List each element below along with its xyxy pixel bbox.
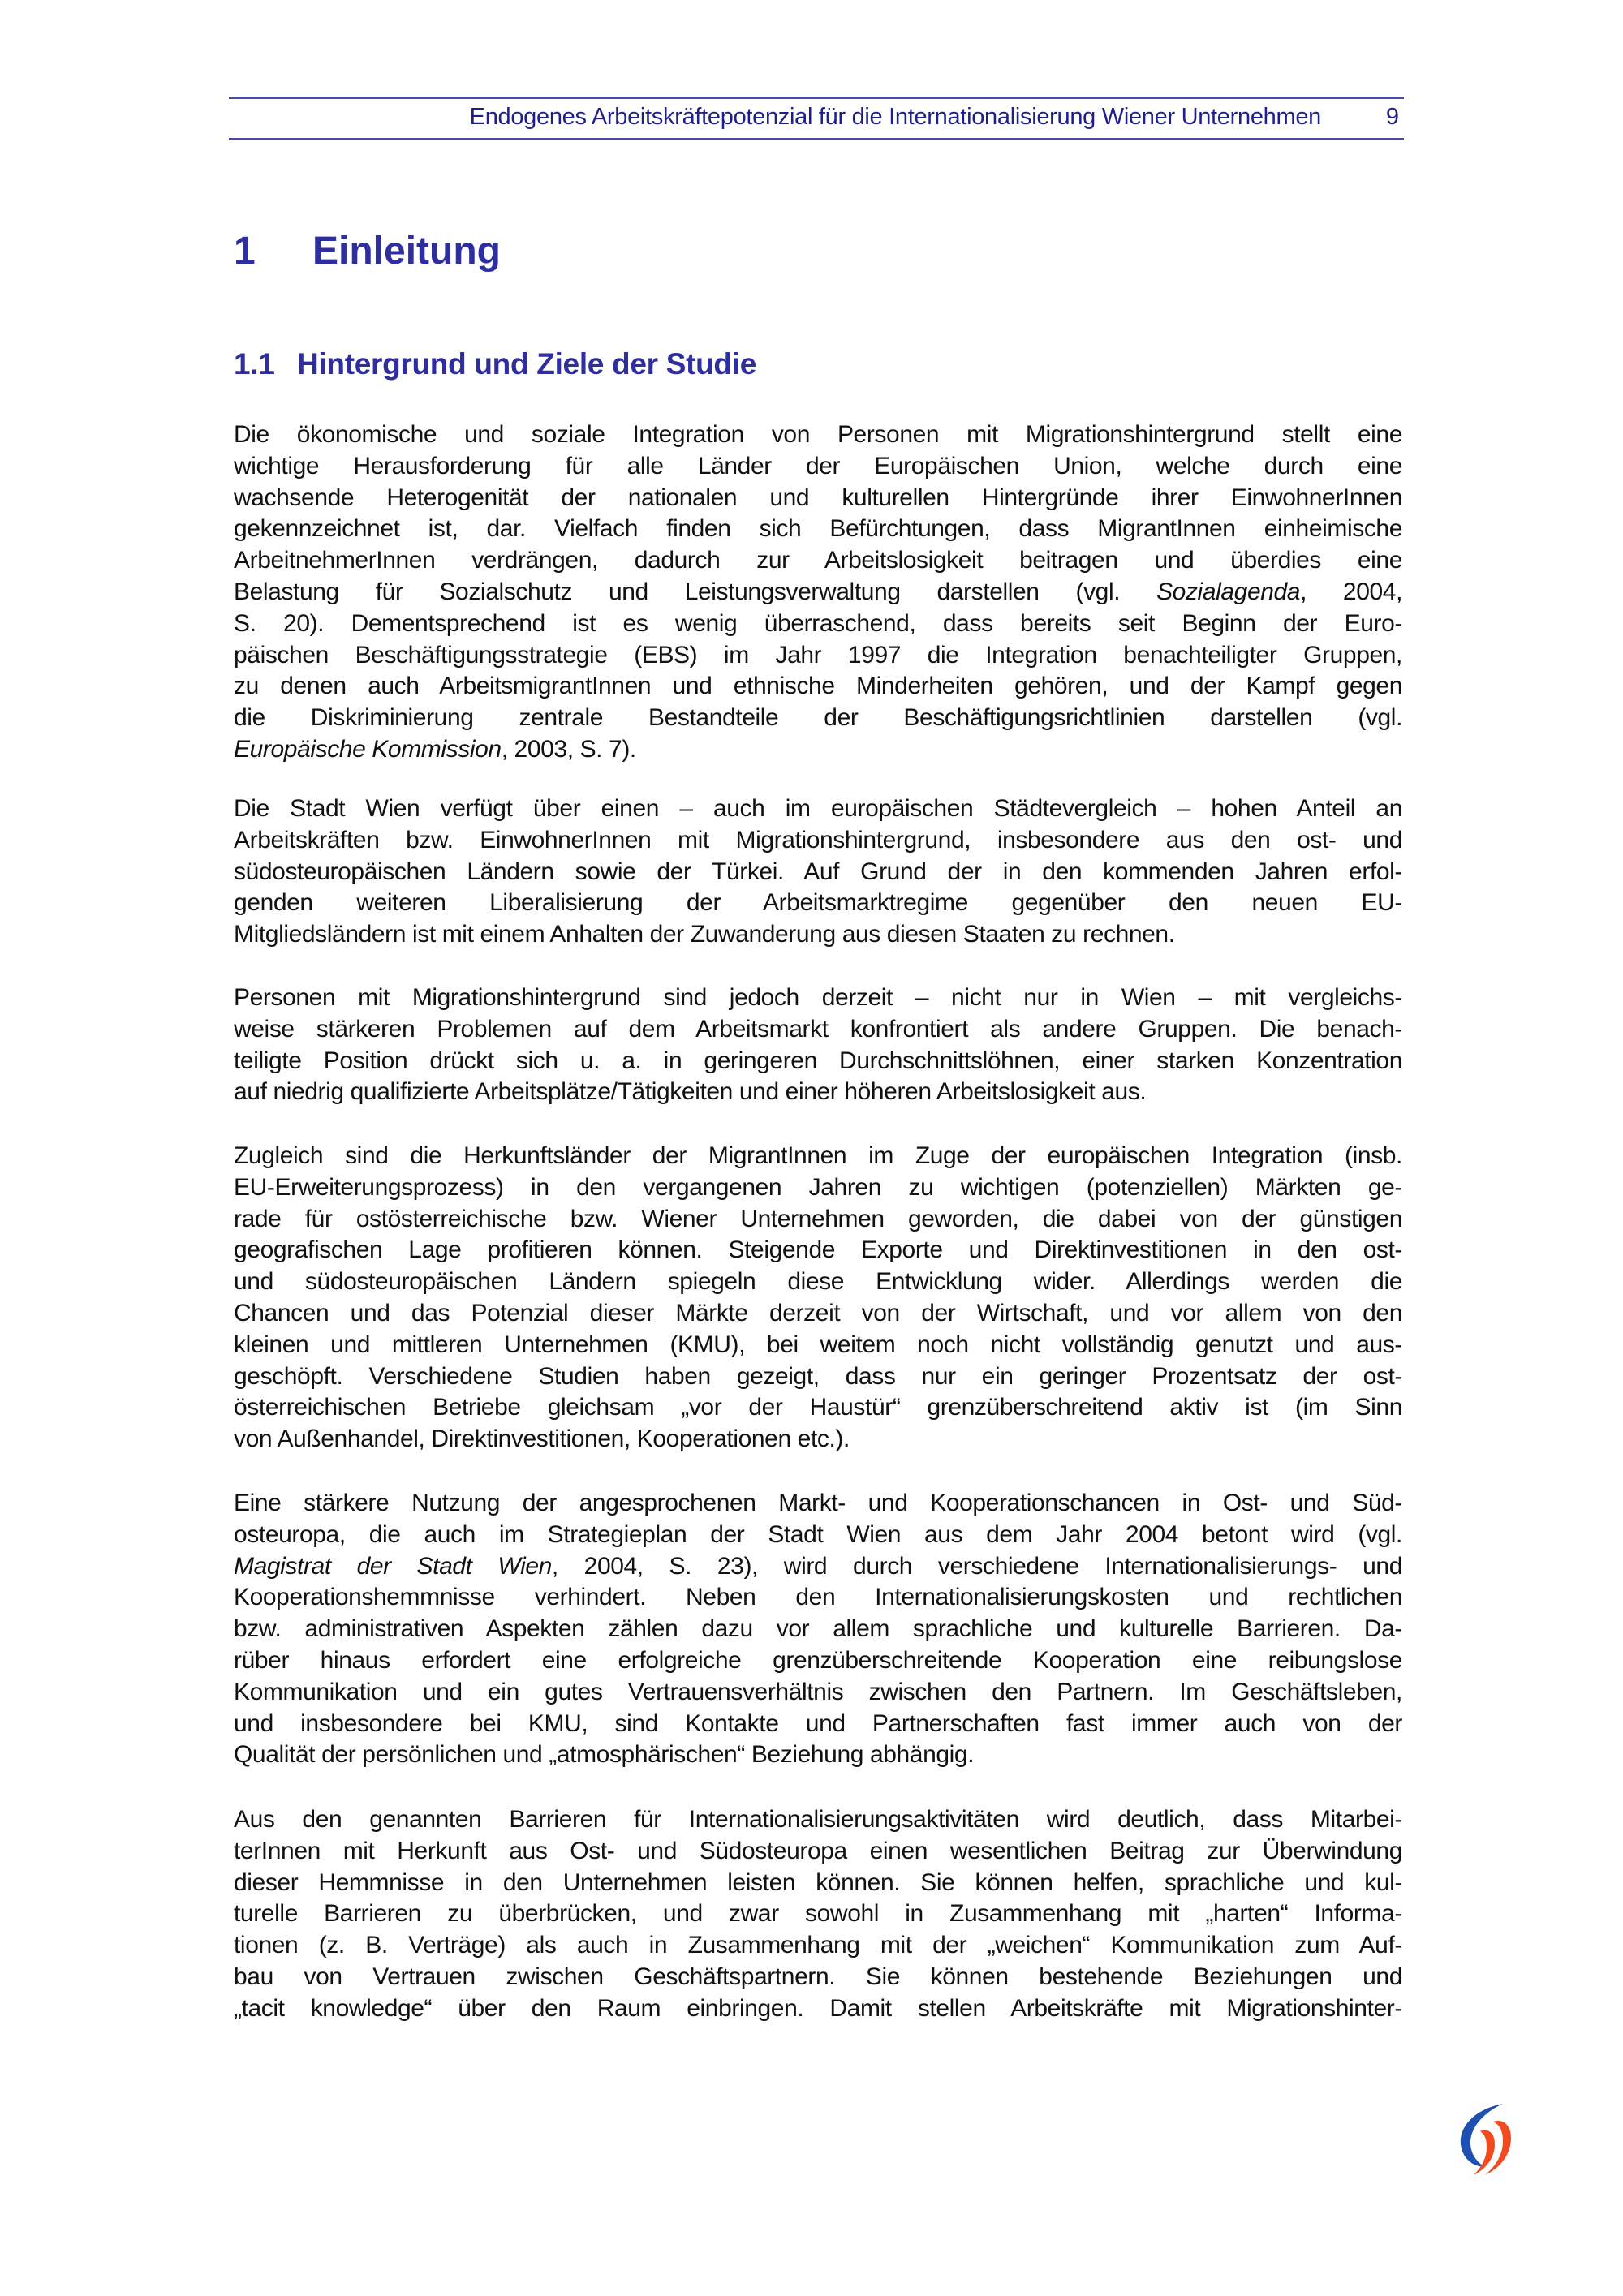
text-line: S. 20). Dementsprechend ist es wenig überraschend, dass bereits seit Beginn der Euro- [234, 609, 1402, 637]
running-header [229, 97, 1404, 140]
text-line: kleinen und mittleren Unternehmen (KMU), bei weitem noch nicht vollständig genutzt und aus- [234, 1331, 1402, 1358]
text-line: österreichischen Betriebe gleichsam „vor der Haustür“ grenzüberschreitend aktiv ist (im Sinn [234, 1394, 1402, 1421]
citation-author: Sozialagenda [1156, 578, 1301, 605]
logo-blue-arc [1461, 2104, 1503, 2167]
text-line: bau von Vertrauen zwischen Geschäftspartnern. Sie können bestehende Beziehungen und [234, 1963, 1402, 1990]
publisher-logo [1453, 2097, 1526, 2178]
logo-orange-stroke-1 [1474, 2130, 1495, 2175]
paragraph [234, 982, 1402, 1108]
text-line: Die ökonomische und soziale Integration von Personen mit Migrationshintergrund stellt eine [234, 421, 1402, 448]
text-line: tionen (z. B. Verträge) als auch in Zusammenhang mit der „weichen“ Kommunikation zum Auf- [234, 1932, 1402, 1959]
text-line: bzw. administrativen Aspekten zählen dazu vor allem sprachliche und kulturelle Barrieren. Da- [234, 1615, 1402, 1643]
paragraph [234, 1488, 1402, 1771]
text-line: Aus den genannten Barrieren für Internationalisierungsaktivitäten wird deutlich, dass Mitarbei- [234, 1806, 1402, 1833]
paragraph [234, 1804, 1402, 2025]
text-line: Mitgliedsländern ist mit einem Anhalten der Zuwanderung aus diesen Staaten zu rechnen. [234, 921, 1175, 948]
running-header-title: Endogenes Arbeitskräftepotenzial für die Internationalisierung Wiener Unternehmen [469, 104, 1321, 130]
text-line: osteuropa, die auch im Strategieplan der Stadt Wien aus dem Jahr 2004 betont wird (vgl. [234, 1520, 1402, 1548]
text-line: geografischen Lage profitieren können. Steigende Exporte und Direktinvestitionen in den ost- [234, 1236, 1402, 1264]
text-line: Belastung für Sozialschutz und Leistungsverwaltung darstellen (vgl. Sozialagenda, 2004, [234, 578, 1402, 605]
text-line: gekennzeichnet ist, dar. Vielfach finden sich Befürchtungen, dass MigrantInnen einheimische [234, 515, 1402, 543]
text-line: und südosteuropäischen Ländern spiegeln diese Entwicklung wider. Allerdings werden die [234, 1268, 1402, 1296]
text-line: südosteuropäischen Ländern sowie der Türkei. Auf Grund der in den kommenden Jahren erfol- [234, 858, 1402, 885]
text-line: Kooperationshemmnisse verhindert. Neben den Internationalisierungskosten und rechtlichen [234, 1584, 1402, 1611]
text-line: Qualität der persönlichen und „atmosphärischen“ Beziehung abhängig. [234, 1741, 975, 1769]
text-line: turelle Barrieren zu überbrücken, und zwar sowohl in Zusammenhang mit „harten“ Informa- [234, 1900, 1402, 1928]
text-line: Eine stärkere Nutzung der angesprochenen Markt- und Kooperationschancen in Ost- und Süd- [234, 1490, 1402, 1516]
page-number: 9 [1385, 104, 1399, 130]
text-line: Die Stadt Wien verfügt über einen – auch im europäischen Städtevergleich – hohen Anteil an [234, 795, 1402, 822]
chapter-title: Einleitung [312, 230, 501, 273]
text-line: Magistrat der Stadt Wien, 2004, S. 23), wird durch verschiedene Internationalisierungs- und [234, 1552, 1402, 1580]
citation-author: Europäische Kommission [234, 735, 502, 763]
text-line: geschöpft. Verschiedene Studien haben gezeigt, dass nur ein geringer Prozentsatz der ost- [234, 1362, 1402, 1390]
chapter-heading [234, 229, 501, 273]
text-line: dieser Hemmnisse in den Unternehmen leisten können. Sie können helfen, sprachliche und kul- [234, 1868, 1402, 1896]
text-line: und insbesondere bei KMU, sind Kontakte und Partnerschaften fast immer auch von der [234, 1709, 1402, 1737]
text-line: EU-Erweiterungsprozess) in den vergangenen Jahren zu wichtigen (potenziellen) Märkten ge- [234, 1173, 1402, 1201]
text-line: zu denen auch ArbeitsmigrantInnen und ethnische Minderheiten gehören, und der Kampf gegen [234, 673, 1402, 700]
text-line: ArbeitnehmerInnen verdrängen, dadurch zur Arbeitslosigkeit beitragen und überdies eine [234, 547, 1402, 574]
text-line: päischen Beschäftigungsstrategie (EBS) im Jahr 1997 die Integration benachteiligter Gruppen, [234, 641, 1402, 669]
section-heading [234, 347, 756, 381]
citation-author: Magistrat der Stadt Wien [234, 1552, 552, 1580]
chapter-number: 1 [234, 230, 256, 273]
text-line: genden weiteren Liberalisierung der Arbeitsmarktregime gegenüber den neuen EU- [234, 889, 1402, 917]
paragraph [234, 419, 1402, 766]
paragraph [234, 793, 1402, 951]
text-line: rüber hinaus erfordert eine erfolgreiche grenzüberschreitende Kooperation eine reibungslose [234, 1646, 1402, 1674]
paragraph [234, 1141, 1402, 1455]
text-line: Chancen und das Potenzial dieser Märkte derzeit von der Wirtschaft, und vor allem von den [234, 1299, 1402, 1326]
text-line: auf niedrig qualifizierte Arbeitsplätze/Tätigkeiten und einer höheren Arbeitslosigkeit aus. [234, 1078, 1147, 1106]
text-line: wachsende Heterogenität der nationalen und kulturellen Hintergründe ihrer EinwohnerInnen [234, 484, 1402, 511]
text-line: Zugleich sind die Herkunftsländer der MigrantInnen im Zuge der europäischen Integration (insb. [234, 1142, 1402, 1169]
text-line: weise stärkeren Problemen auf dem Arbeitsmarkt konfrontiert als andere Gruppen. Die benach- [234, 1015, 1402, 1043]
text-line: „tacit knowledge“ über den Raum einbringen. Damit stellen Arbeitskräfte mit Migrationshinter- [234, 1994, 1402, 2022]
section-title: Hintergrund und Ziele der Studie [297, 347, 756, 381]
text-line: wichtige Herausforderung für alle Länder der Europäischen Union, welche durch eine [234, 452, 1402, 479]
text-line: Arbeitskräften bzw. EinwohnerInnen mit Migrationshintergrund, insbesondere aus den ost- und [234, 826, 1402, 853]
text-line: die Diskriminierung zentrale Bestandteile der Beschäftigungsrichtlinien darstellen (vgl. [234, 704, 1402, 732]
section-number: 1.1 [234, 347, 275, 381]
text-line: rade für ostösterreichische bzw. Wiener Unternehmen geworden, die dabei von der günstigen [234, 1205, 1402, 1232]
text-line: Kommunikation und ein gutes Vertrauensverhältnis zwischen den Partnern. Im Geschäftsleben, [234, 1678, 1402, 1705]
text-line: Personen mit Migrationshintergrund sind jedoch derzeit – nicht nur in Wien – mit vergleichs- [234, 984, 1402, 1011]
text-line: von Außenhandel, Direktinvestitionen, Kooperationen etc.). [234, 1425, 850, 1453]
text-line: Europäische Kommission, 2003, S. 7). [234, 735, 636, 763]
text-line: teiligte Position drückt sich u. a. in geringeren Durchschnittslöhnen, einer starken Konzentration [234, 1047, 1402, 1074]
logo-swirl-icon [1453, 2097, 1526, 2178]
text-line: terInnen mit Herkunft aus Ost- und Südosteuropa einen wesentlichen Beitrag zur Überwindung [234, 1837, 1402, 1864]
